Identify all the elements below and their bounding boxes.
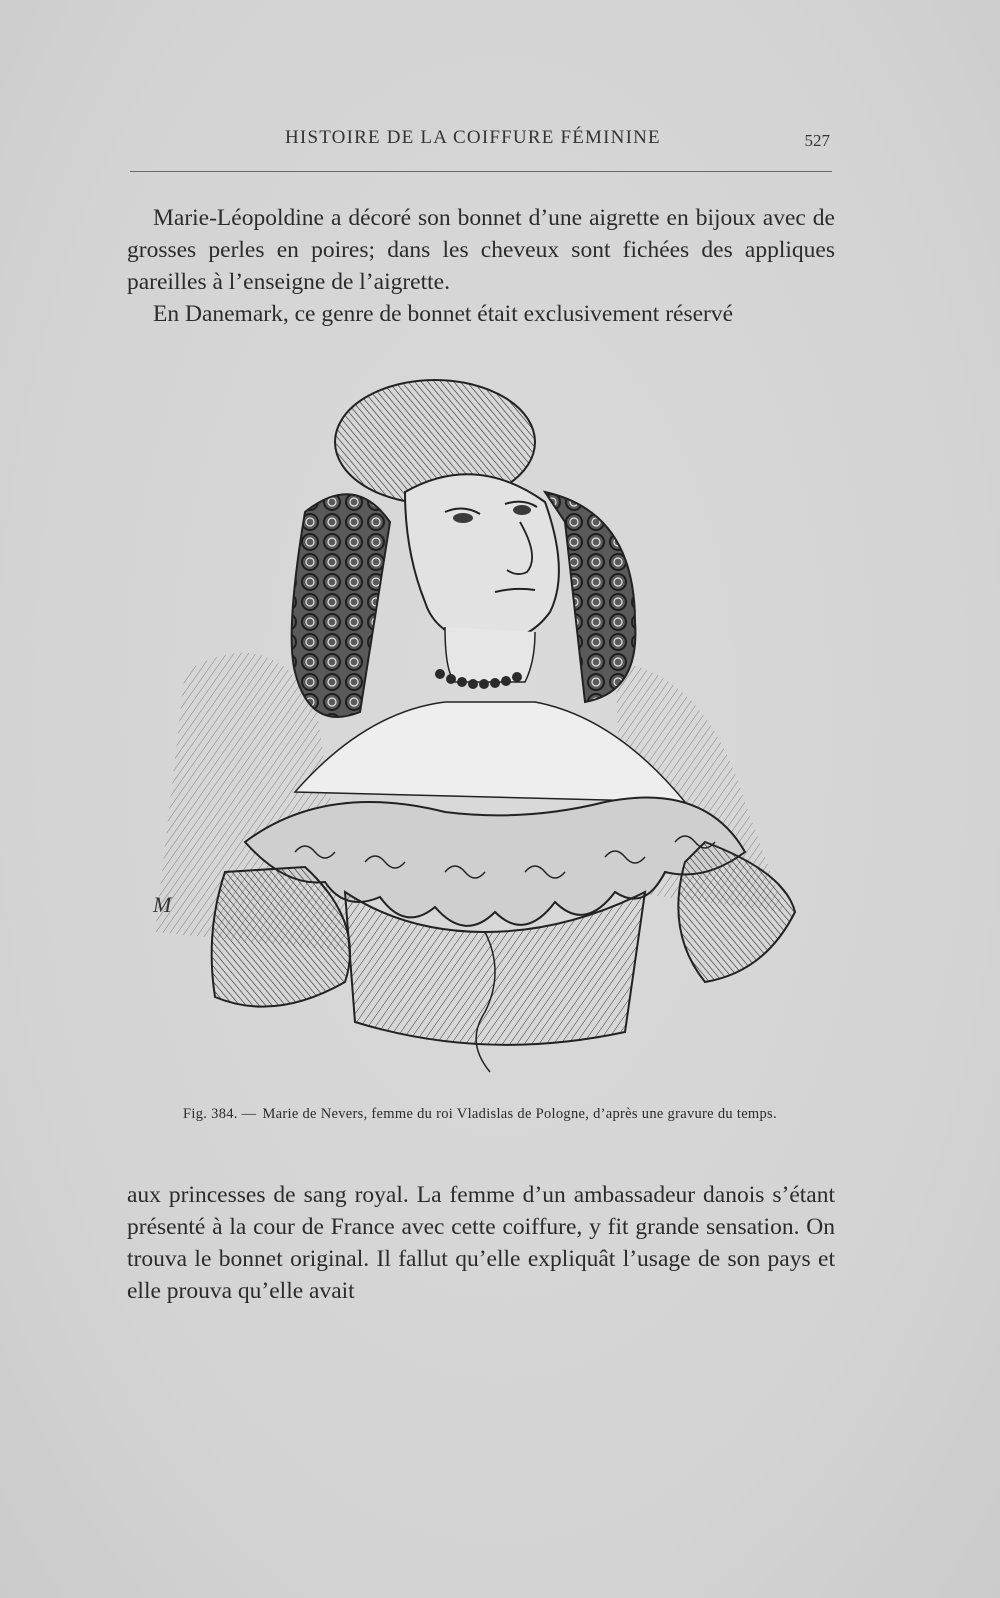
portrait-engraving (145, 372, 815, 1082)
page-number: 527 (804, 131, 830, 150)
figure-label: Fig. 384. — (183, 1106, 257, 1122)
engraver-signature: M (153, 892, 172, 917)
paragraph-2: En Danemark, ce genre de bonnet était exclusivement réservé (153, 301, 734, 327)
figure-caption-text: Marie de Nevers, femme du roi Vladislas de Pologne, d’après une gravure du temps. (262, 1106, 777, 1122)
paragraph-3: aux princesses de sang royal. La femme d’un ambassadeur danois s’étant présenté à la cour de France avec cette coiffure, y fit grande sensation. On trouva le bonnet original. Il fallut qu’elle expliquât l’usage de son pays et elle prouva qu’elle avait (127, 1182, 835, 1304)
paragraph-1: Marie-Léopoldine a décoré son bonnet d’une aigrette en bijoux avec de grosses perles en poires; dans les cheveux sont fichées des appliques pareilles à l’enseigne de l’aigrette. (127, 205, 835, 295)
running-head (130, 127, 830, 157)
header-rule (130, 171, 832, 172)
figure-caption (145, 1104, 815, 1124)
portrait-illustration (145, 372, 815, 1082)
running-title: HISTOIRE DE LA COIFFURE FÉMININE (285, 127, 661, 148)
